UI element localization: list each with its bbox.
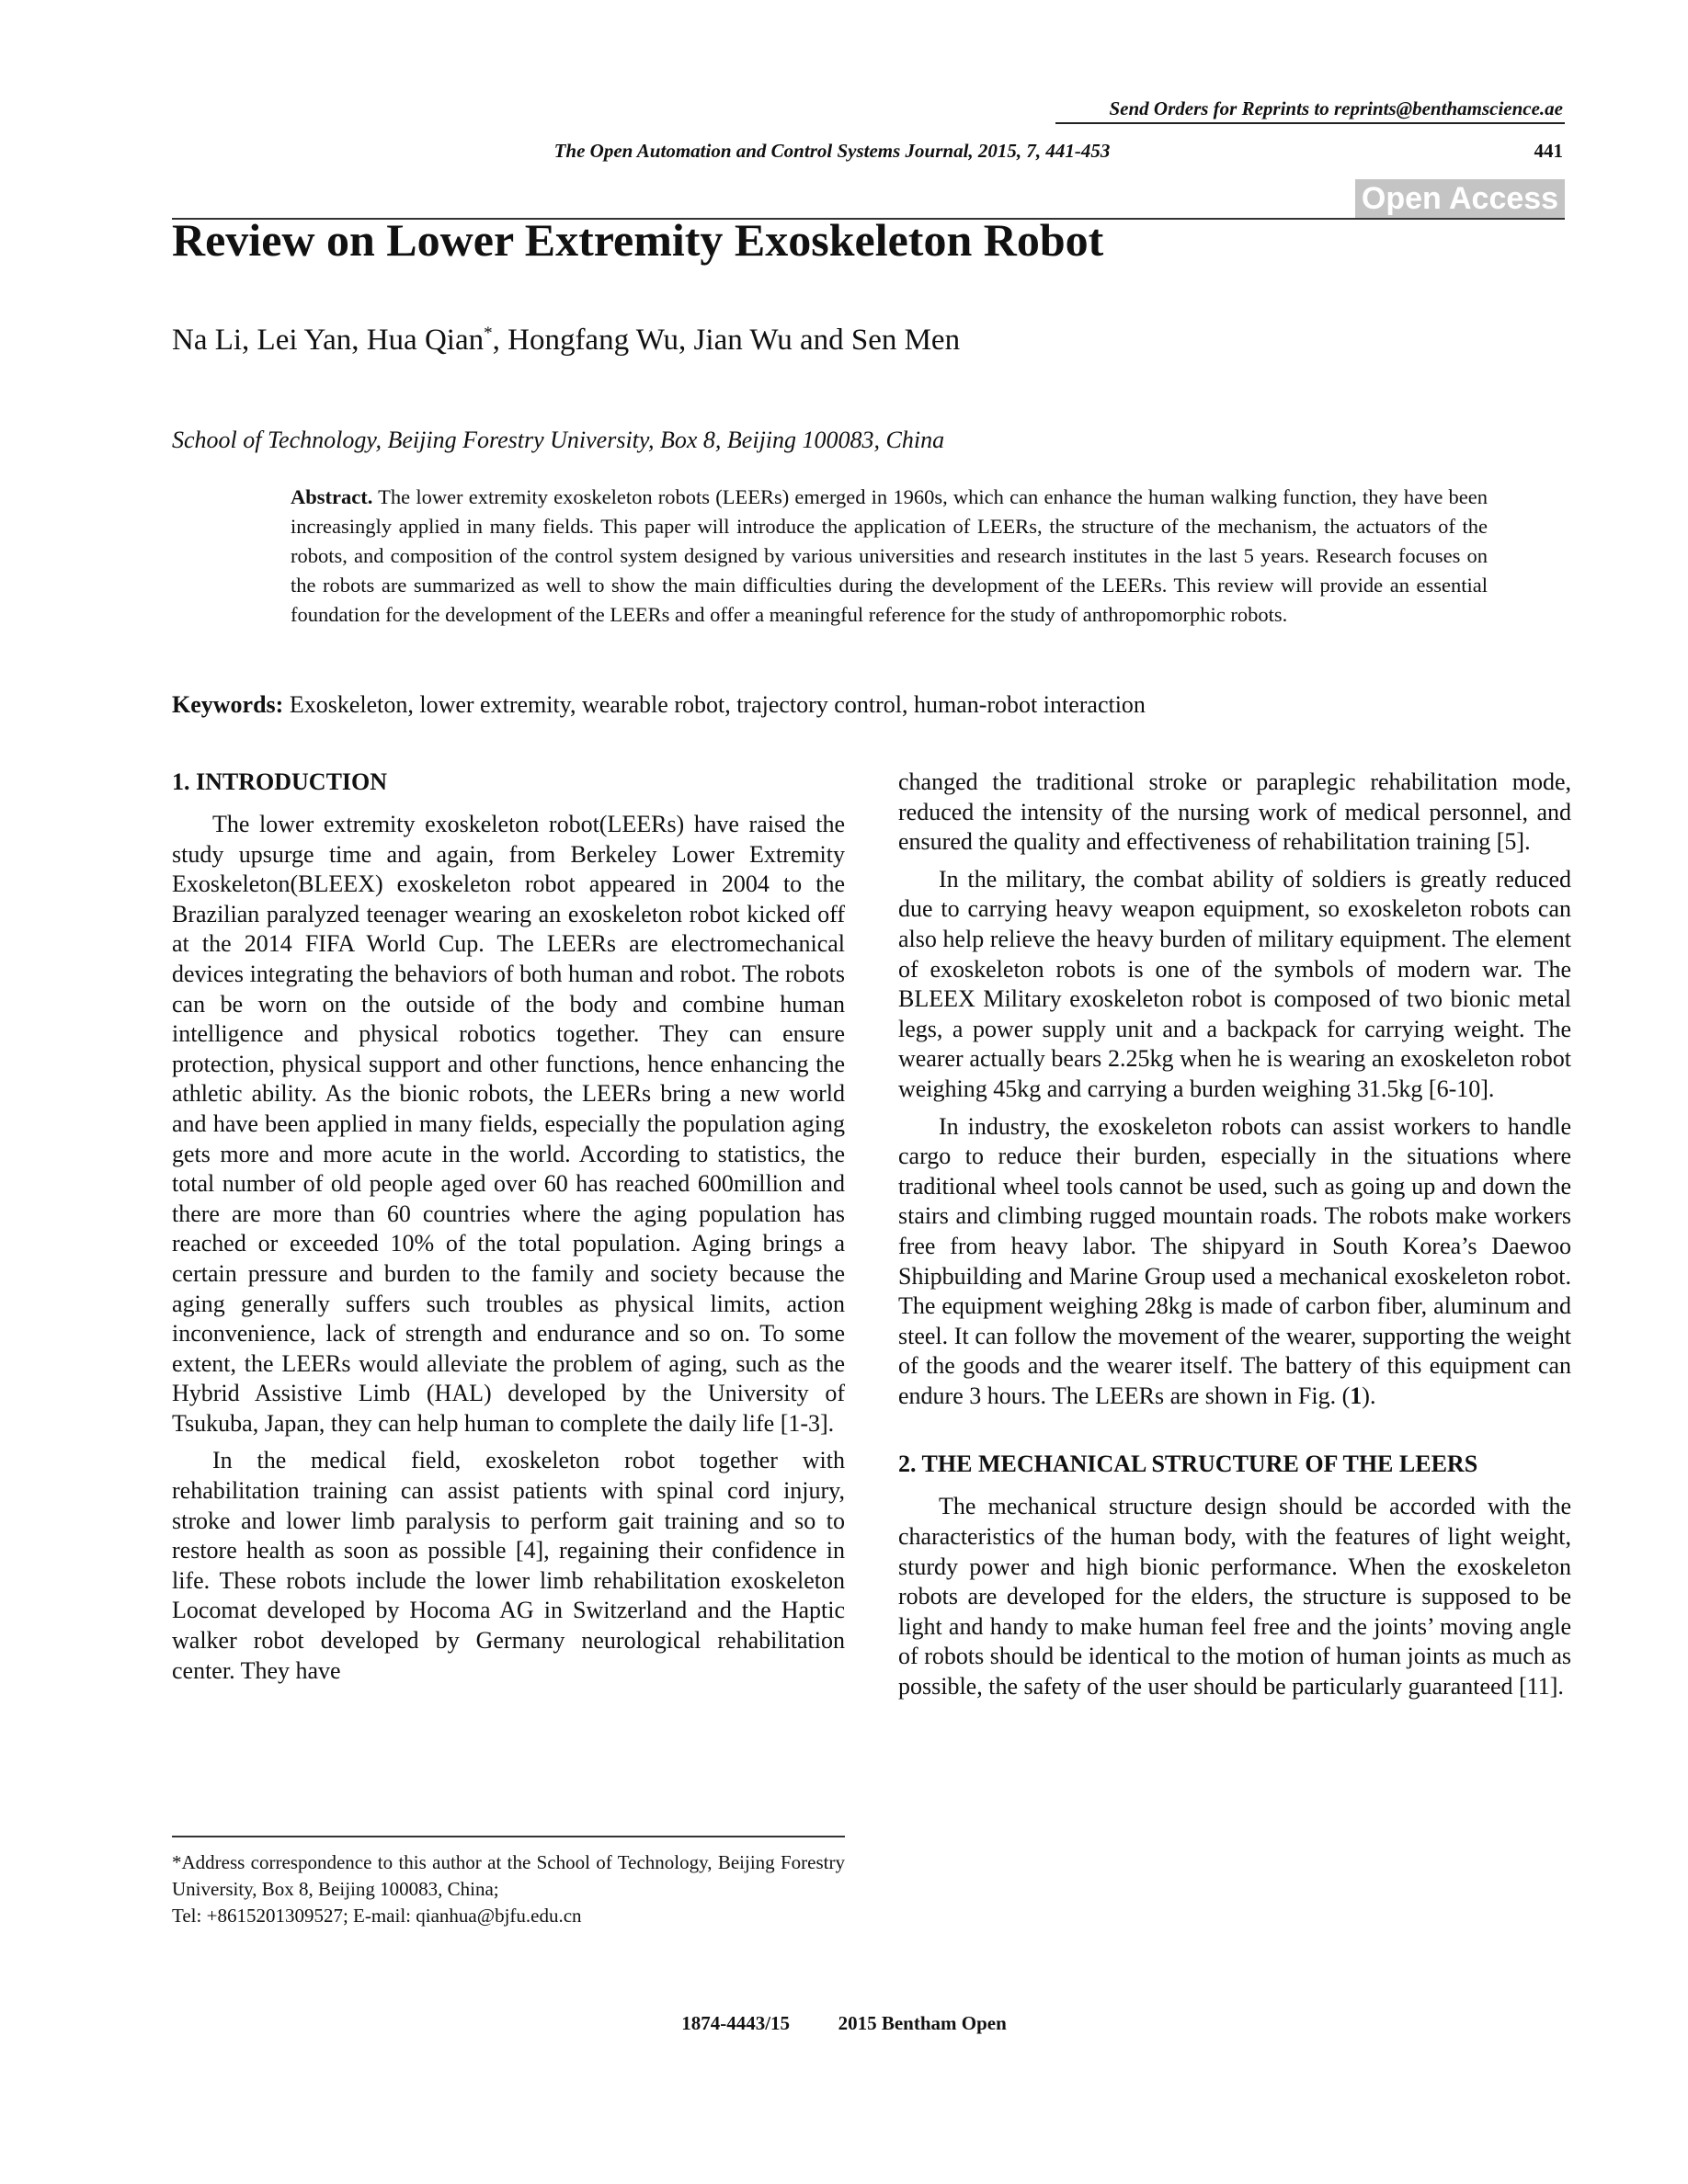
keywords-label: Keywords: bbox=[172, 691, 284, 718]
page-footer bbox=[0, 2012, 1688, 2035]
reprints-notice: Send Orders for Reprints to reprints@benthamscience.ae bbox=[1109, 97, 1563, 119]
figure-reference[interactable]: 1 bbox=[1350, 1382, 1363, 1409]
figure-ref-open: ( bbox=[1341, 1382, 1351, 1409]
article-title: Review on Lower Extremity Exoskeleton Robot bbox=[172, 214, 1104, 266]
page-number: 441 bbox=[1534, 140, 1563, 162]
issn: 1874-4443/15 bbox=[681, 2012, 791, 2034]
right-column bbox=[898, 768, 1571, 1702]
paragraph: In the medical field, exoskeleton robot together with rehabilitation training can assist patients with spinal cord injury, stroke and lower limb paralysis to perform gait training and so to restore health as soon as possible [4], regaining their confidence in life. These robots include the lower limb rehabilitation exoskeleton Locomat developed by Hocoma AG in Switzerland and the Haptic walker robot developed by Germany neurological rehabilitation center. They have bbox=[172, 1447, 845, 1684]
section-heading-introduction: 1. INTRODUCTION bbox=[172, 768, 388, 795]
reprints-underline bbox=[1055, 122, 1565, 124]
keywords-text: Exoskeleton, lower extremity, wearable robot, trajectory control, human-robot interaction bbox=[289, 691, 1146, 718]
footnote-contact: Tel: +8615201309527; E-mail: qianhua@bjfu.edu.cn bbox=[172, 1905, 582, 1927]
affiliation: School of Technology, Beijing Forestry University, Box 8, Beijing 100083, China bbox=[172, 427, 945, 453]
paragraph: The mechanical structure design should be accorded with the characteristics of the human body, with the features of light weight, sturdy power and high bionic performance. When the exoskeleton robots are developed for the elders, the structure is supposed to be light and handy to make human feel free and the joints’ moving angle of robots should be identical to the motion of human joints as much as possible, the safety of the user should be particularly guaranteed [11]. bbox=[898, 1493, 1571, 1701]
journal-citation: The Open Automation and Control Systems Journal, 2015, 7, 441-453 bbox=[553, 140, 1111, 162]
open-access-badge: Open Access bbox=[1355, 179, 1565, 218]
paragraph: The lower extremity exoskeleton robot(LEERs) have raised the study upsurge time and again, from Berkeley Lower Extremity Exoskeleton(BLEEX) exoskeleton robot appeared in 2004 to the Brazilian paralyzed teenager wearing an exoskeleton robot kicked off at the 2014 FIFA World Cup. The LEERs are electromechanical devices integrating the behaviors of both human and robot. The robots can be worn on the outside of the body and combine human intelligence and physical robotics together. They can ensure protection, physical support and other functions, hence enhancing the athletic ability. As the bionic robots, the LEERs bring a new world and have been applied in many fields, especially the population aging gets more and more acute in the world. According to statistics, the total number of old people aged over 60 has reached 600million and there are more than 60 countries where the aging population has reached or exceeded 10% of the total population. Aging brings a certain pressure and burden to the family and society because the aging generally suffers such troubles as physical limits, action inconvenience, lack of strength and endurance and so on. To some extent, the LEERs would alleviate the problem of aging, such as the Hybrid Assistive Limb (HAL) developed by the University of Tsukuba, Japan, they can help human to complete the daily life [1-3]. bbox=[172, 811, 845, 1437]
paragraph-text: In industry, the exoskeleton robots can assist workers to handle cargo to reduce their burden, especially in the situations where traditional wheel tools cannot be used, such as going up and down the stairs and climbing rugged mountain roads. The robots make workers free from heavy labor. The shipyard in South Korea’s Daewoo Shipbuilding and Marine Group used a mechanical exoskeleton robot. The equipment weighing 28kg is made of carbon fiber, aluminum and steel. It can follow the movement of the wearer, supporting the weight of the goods and the wearer itself. The battery of this equipment can endure 3 hours. The LEERs are shown in Fig. bbox=[898, 1112, 1571, 1409]
keywords bbox=[172, 691, 1146, 719]
paragraph bbox=[898, 1112, 1571, 1412]
figure-ref-close: ). bbox=[1362, 1382, 1376, 1409]
abstract-label: Abstract. bbox=[291, 485, 373, 508]
author-list bbox=[172, 324, 960, 358]
corresponding-author-mark: * bbox=[484, 324, 493, 343]
footnote-address: *Address correspondence to this author at the School of Technology, Beijing Forestry University, Box 8, Beijing 100083, China; bbox=[172, 1851, 845, 1900]
footnote bbox=[172, 1849, 845, 1929]
footnote-rule bbox=[172, 1836, 845, 1837]
authors-first: Na Li, Lei Yan, Hua Qian bbox=[172, 324, 485, 357]
paragraph: In the military, the combat ability of soldiers is greatly reduced due to carrying heavy weapon equipment, so exoskeleton robots can also help relieve the heavy burden of military equipment. The element of exoskeleton robots is one of the symbols of modern war. The BLEEX Military exoskeleton robot is composed of two bionic metal legs, a power supply unit and a backpack for carrying weight. The wearer actually bears 2.25kg when he is wearing an exoskeleton robot weighing 45kg and carrying a burden weighing 31.5kg [6-10]. bbox=[898, 865, 1571, 1102]
publisher: 2015 Bentham Open bbox=[838, 2012, 1007, 2034]
abstract-text: The lower extremity exoskeleton robots (LEERs) emerged in 1960s, which can enhance the human walking function, they have been increasingly applied in many fields. This paper will introduce the application of LEERs, the structure of the mechanism, the actuators of the robots, and composition of the control system designed by various universities and research institutes in the last 5 years. Research focuses on the robots are summarized as well to show the main difficulties during the development of the LEERs. This review will provide an essential foundation for the development of the LEERs and offer a meaningful reference for the study of anthropomorphic robots. bbox=[291, 485, 1488, 626]
abstract bbox=[291, 483, 1488, 630]
left-column bbox=[172, 768, 845, 1686]
section-heading-mechanical-structure: 2. THE MECHANICAL STRUCTURE OF THE LEERS bbox=[898, 1450, 1478, 1478]
paragraph-continued: changed the traditional stroke or paraplegic rehabilitation mode, reduced the intensity of the nursing work of medical personnel, and ensured the quality and effectiveness of rehabilitation training [5]. bbox=[898, 768, 1571, 856]
authors-rest: , Hongfang Wu, Jian Wu and Sen Men bbox=[492, 324, 961, 357]
